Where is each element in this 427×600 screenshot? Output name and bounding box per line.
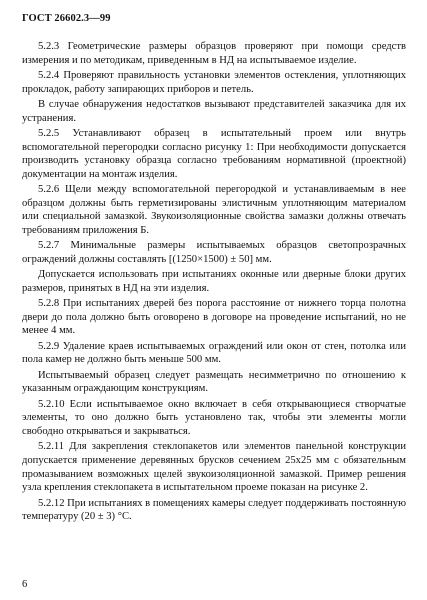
- paragraph-5-2-6: 5.2.6 Щели между вспомогательной перегородкой и устанавливаемым в нее образцом должны быть герметизированы элистичным уплотняющим материалом или специальной замазкой. Звукоизоляционные свойства замазки должны отвечать требованиям приложения Б.: [22, 184, 406, 236]
- paragraph-5-2-11: 5.2.11 Для закрепления стеклопакетов или элементов панельной конструкции допускается применение деревянных брусков сечением 25x25 мм с обязательным промазыванием возможных щелей звукоизоляционной замазкой. Пример решения узла крепления стеклопакета в испытательном проеме показан на рисунке 2.: [22, 441, 406, 494]
- paragraph-5-2-7: 5.2.7 Минимальные размеры испытываемых образцов светопрозрачных ограждений должны составлять [(1250×1500) ± 50] мм.: [22, 240, 406, 265]
- page-number: 6: [22, 579, 28, 590]
- page-body: [22, 40, 406, 526]
- paragraph-5-2-9: 5.2.9 Удаление краев испытываемых ограждений или окон от стен, потолка или пола камер не должно быть меньше 500 мм.: [22, 340, 406, 366]
- page-header-standard: ГОСТ 26602.3—99: [22, 13, 111, 24]
- paragraph-5-2-10: 5.2.10 Если испытываемое окно включает в себя открывающиеся створчатые элементы, то оно должно быть установлено так, чтобы эти элементы могли свободно открываться и закрываться.: [22, 398, 406, 437]
- paragraph-5-2-12: 5.2.12 При испытаниях в помещениях камеры следует поддерживать постоянную температуру (20 ± 3) °С.: [22, 497, 407, 523]
- paragraph-5-2-5: 5.2.5 Устанавливают образец в испытательный проем или внутрь вспомогательной перегородки согласно рисунку 1: При необходимости допускается производить установку образца согласно требованиям нормативной (проектной) документации на монтаж изделия.: [22, 127, 406, 180]
- paragraph-asymmetric-note: Испытываемый образец следует размещать несимметрично по отношению к указанным ограждающим конструкциям.: [22, 369, 406, 395]
- paragraph-5-2-8: 5.2.8 При испытаниях дверей без порога расстояние от нижнего торца полотна двери до пола должно быть оговорено в договоре на проведение испытаний, но не менее 4 мм.: [22, 298, 406, 337]
- paragraph-defects-note: В случае обнаружения недостатков вызывают представителей заказчика для их устранения.: [22, 98, 406, 124]
- paragraph-5-2-4: 5.2.4 Проверяют правильность установки элементов остекления, уплотняющих прокладок, работу запирающих приборов и петель.: [22, 69, 406, 95]
- paragraph-other-sizes-note: Допускается использовать при испытаниях оконные или дверные блоки других размеров, принятых в НД на эти изделия.: [22, 269, 406, 294]
- paragraph-5-2-3: 5.2.3 Геометрические размеры образцов проверяют при помощи средств измерения и по методикам, приведенным в НД на испытываемое изделие.: [22, 41, 406, 66]
